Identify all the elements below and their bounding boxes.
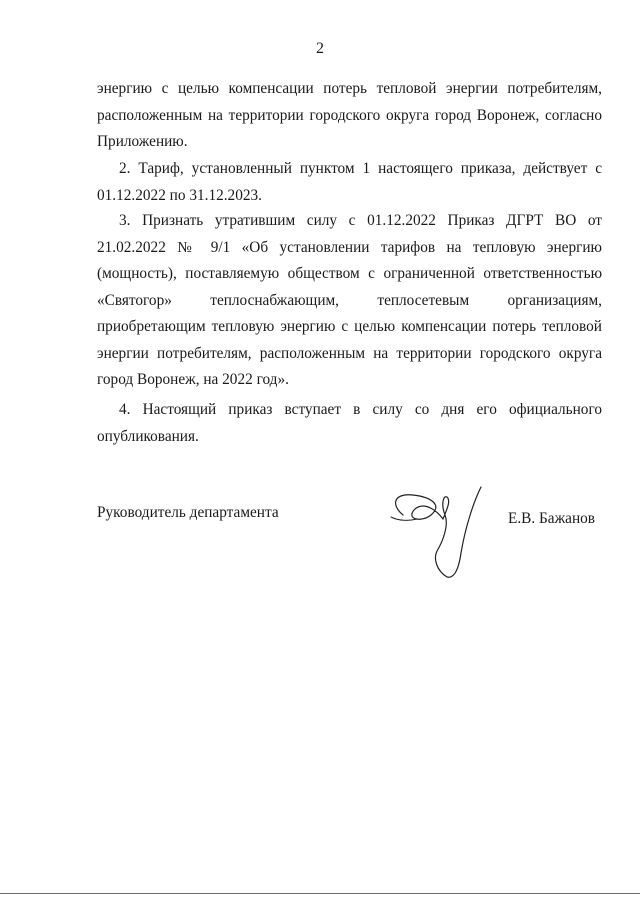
paragraph-item-4: 4. Настоящий приказ вступает в силу со дня его официального опубликования. (97, 401, 602, 445)
paragraph-item-3: 3. Признать утратившим силу с 01.12.2022 Приказ ДГРТ ВО от 21.02.2022 № 9/1 «Об установлении тарифов на тепловую энергию (мощность), поставляемую обществом с ограниченной ответственностью «Святогор» теплоснабжающим, теплосетевым организациям, приобретающим тепловую энергию с целью компенсации потерь тепловой энергии потребителям, расположенным на территории городского округа город Воронеж, на 2022 год». (97, 212, 602, 388)
handwritten-signature (385, 475, 495, 585)
paragraph-item-2: 2. Тариф, установленный пунктом 1 настоящего приказа, действует с 01.12.2022 по 31.12.2023. (97, 160, 602, 204)
signer-name: Е.В. Бажанов (508, 510, 596, 527)
paragraph-continuation: энергию с целью компенсации потерь тепловой энергии потребителям, расположенным на территории городского округа город Воронеж, согласно Приложению. (97, 80, 602, 150)
page-number: 2 (316, 40, 324, 57)
page-bottom-edge (0, 893, 640, 894)
signer-position: Руководитель департамента (97, 504, 279, 521)
